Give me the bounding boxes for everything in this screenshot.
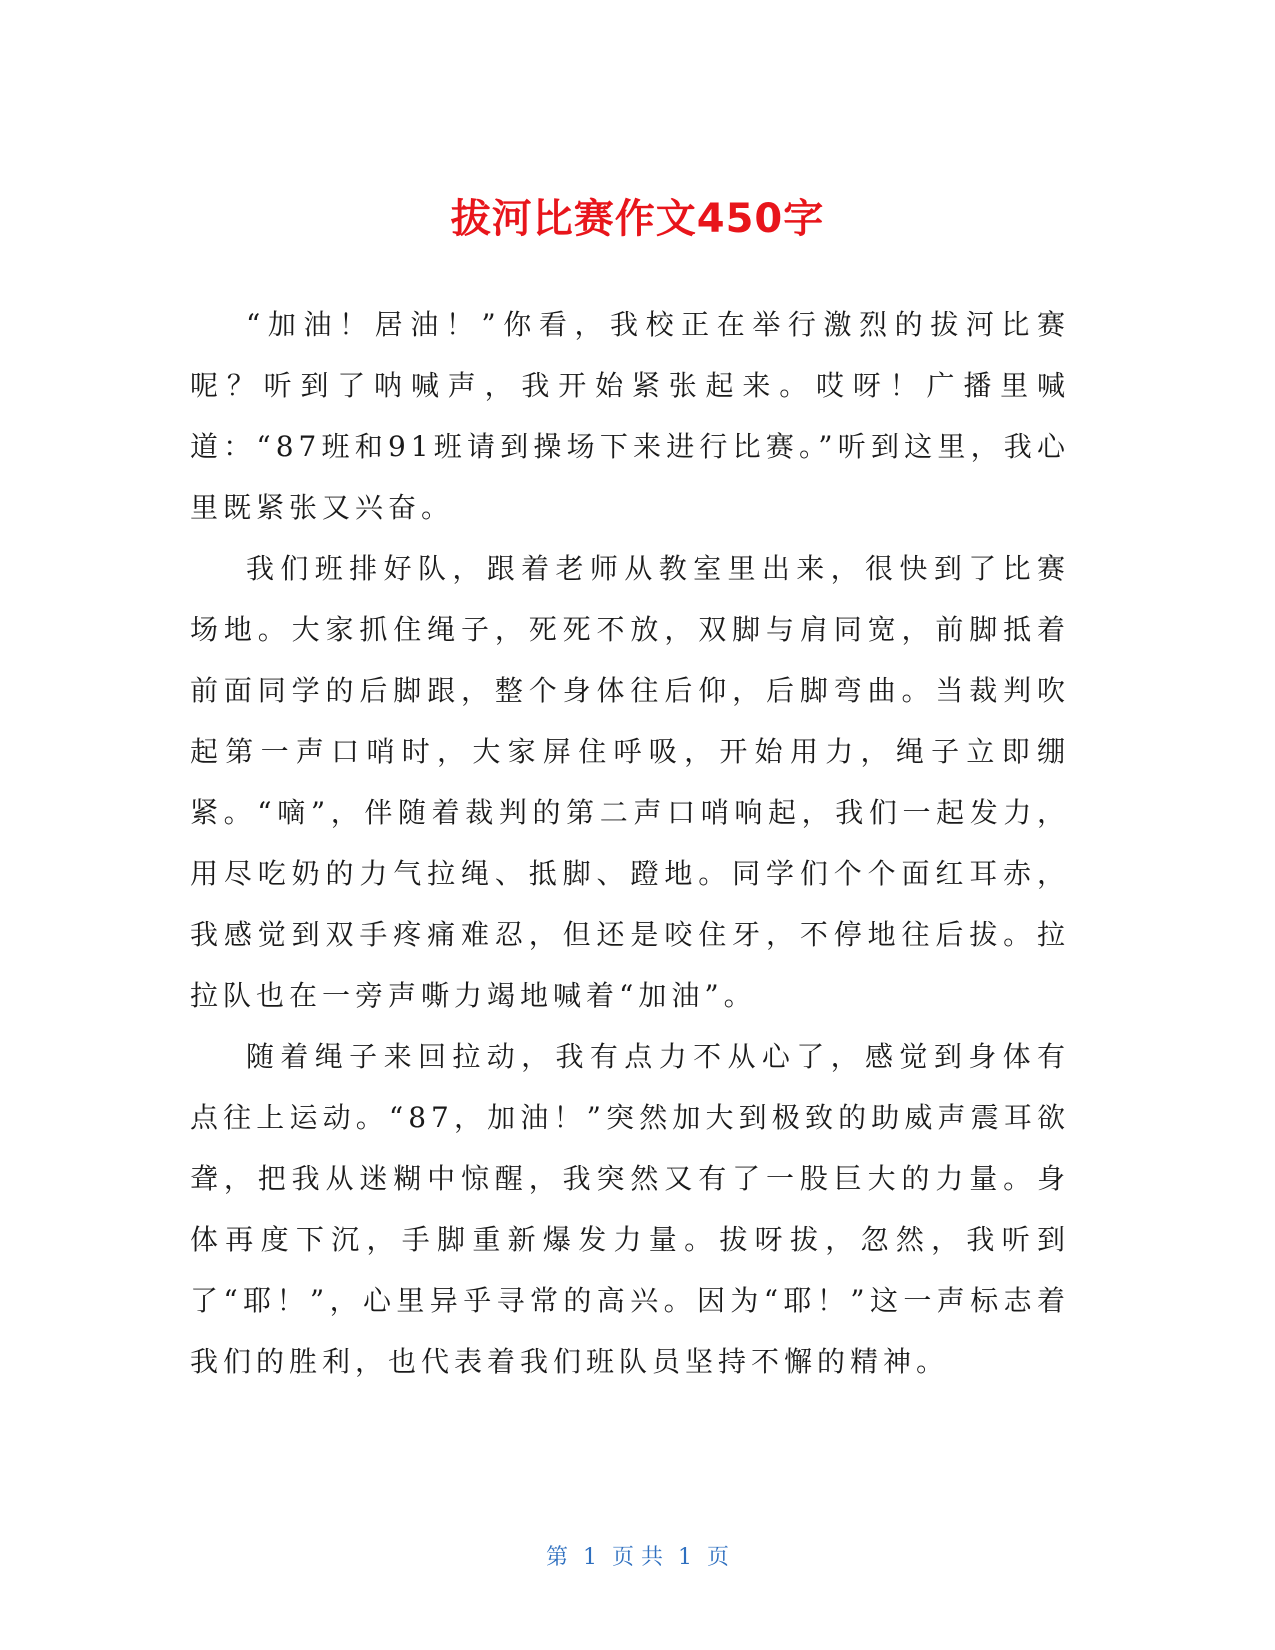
document-title: 拔河比赛作文450字 (450, 195, 825, 242)
paragraph-1: “加油！居油！”你看，我校正在举行激烈的拔河比赛呢？听到了呐喊声，我开始紧张起来。哎呀！广播里喊道：“87班和91班请到操场下来进行比赛。”听到这里，我心里既紧张又兴奋。 (190, 308, 1070, 524)
paragraph-3: 随着绳子来回拉动，我有点力不从心了，感觉到身体有点往上运动。“87，加油！”突然加大到极致的助威声震耳欲聋，把我从迷糊中惊醒，我突然又有了一股巨大的力量。身体再度下沉，手脚重新爆发力量。拔呀拔，忽然，我听到了“耶！”，心里异乎寻常的高兴。因为“耶！”这一声标志着我们的胜利，也代表着我们班队员坚持不懈的精神。 (190, 1040, 1070, 1378)
page-footer (0, 1540, 1275, 1571)
footer-prefix: 第 (545, 1545, 568, 1570)
footer-suffix: 页 (707, 1545, 730, 1570)
footer-page-number: 1 (583, 1545, 597, 1570)
footer-total-pages: 1 (678, 1545, 692, 1570)
document-body (190, 294, 1070, 1392)
footer-middle: 页 共 (612, 1545, 663, 1570)
paragraph-2: 我们班排好队，跟着老师从教室里出来，很快到了比赛场地。大家抓住绳子，死死不放，双脚与肩同宽，前脚抵着前面同学的后脚跟，整个身体往后仰，后脚弯曲。当裁判吹起第一声口哨时，大家屏住呼吸，开始用力，绳子立即绷紧。“嘀”，伴随着裁判的第二声口哨响起，我们一起发力，用尽吃奶的力气拉绳、抵脚、蹬地。同学们个个面红耳赤，我感觉到双手疼痛难忍，但还是咬住牙，不停地往后拔。拉拉队也在一旁声嘶力竭地喊着“加油”。 (190, 552, 1070, 1012)
